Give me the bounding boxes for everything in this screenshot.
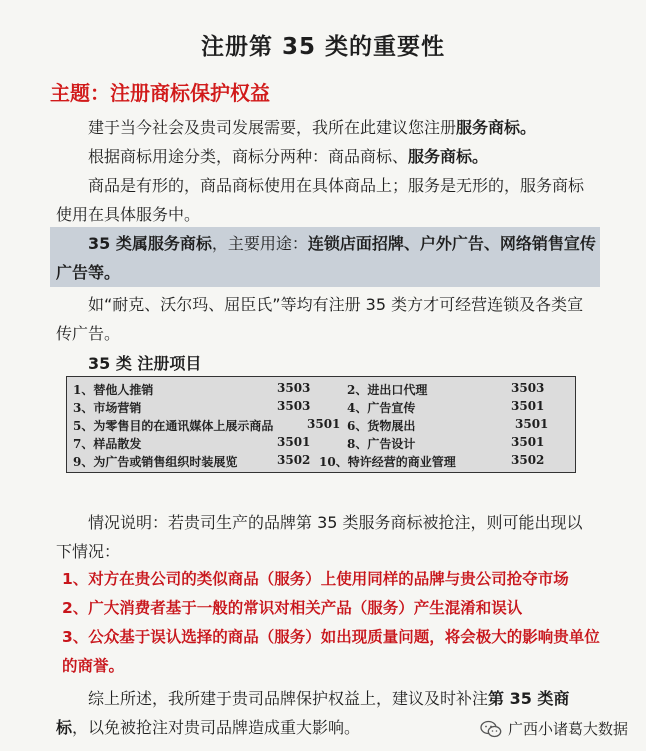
class35-bold: 35 类属服务商标 (88, 234, 212, 253)
paragraph-examples: 如“耐克、沃尔玛、屈臣氏”等均有注册 35 类方才可经营连锁及各类宣传广告。 (56, 295, 584, 343)
intro-bold: 服务商标。 (456, 118, 537, 137)
conclusion-bold: 第 35 类商标 (56, 689, 570, 737)
paragraph-class35-usage (56, 229, 596, 287)
footer-watermark (476, 716, 632, 741)
table-item-name: 1、替他人推销 (73, 383, 154, 397)
table-item-code: 3501 (511, 435, 545, 449)
table-item-code: 3502 (277, 453, 311, 467)
conclusion-text-end: ，以免被抢注对贵司品牌造成重大影响。 (72, 718, 361, 737)
class35-usage-bold: 连锁店面招牌、户外广告、网络销售宣传广告等。 (56, 234, 596, 282)
wechat-icon (480, 720, 502, 738)
table-item-code: 3503 (277, 381, 311, 395)
subject-heading: 主题：注册商标保护权益 (50, 81, 270, 105)
classification-bold: 服务商标。 (408, 147, 489, 166)
table-item-code: 3501 (277, 435, 311, 449)
paragraph-situation: 情况说明：若贵司生产的品牌第 35 类服务商标被抢注，则可能出现以下情况： (56, 513, 583, 561)
classification-text: 根据商标用途分类，商标分两种：商品商标、 (88, 147, 409, 166)
footer-label: 广西小诸葛大数据 (507, 720, 628, 738)
class35-text: ，主要用途： (211, 234, 308, 253)
table-item-name: 5、为零售目的在通讯媒体上展示商品 (73, 419, 274, 433)
table-heading: 35 类 注册项目 (88, 354, 202, 373)
paragraph-intro (56, 113, 596, 142)
consequence-item: 3、公众基于误认选择的商品（服务）如出现质量问题，将会极大的影响贵单位的商誉。 (62, 628, 600, 675)
registration-table (66, 376, 576, 473)
table-item-name: 2、进出口代理 (347, 383, 428, 397)
table-item-name: 9、为广告或销售组织时装展览 (73, 455, 238, 469)
intro-text: 建于当今社会及贵司发展需要，我所在此建议您注册 (88, 118, 457, 137)
table-item-name: 7、样品散发 (73, 437, 142, 451)
table-item-name: 6、货物展出 (347, 419, 416, 433)
table-item-code: 3501 (511, 399, 545, 413)
table-item-code: 3501 (307, 417, 341, 431)
consequence-item: 2、广大消费者基于一般的常识对相关产品（服务）产生混淆和误认 (62, 599, 523, 617)
table-item-name: 10、特许经营的商业管理 (319, 455, 456, 469)
page-title: 注册第 35 类的重要性 (200, 34, 446, 60)
table-item-code: 3502 (511, 453, 545, 467)
consequence-item: 1、对方在贵公司的类似商品（服务）上使用同样的品牌与贵公司抢夺市场 (62, 570, 569, 588)
paragraph-classification (56, 142, 596, 171)
conclusion-text: 综上所述，我所建于贵司品牌保护权益上，建议及时补注 (88, 689, 489, 708)
table-item-name: 4、广告宣传 (347, 401, 416, 415)
table-item-name: 3、市场营销 (73, 401, 142, 415)
paragraph-goods-vs-services: 商品是有形的，商品商标使用在具体商品上；服务是无形的，服务商标使用在具体服务中。 (56, 176, 585, 224)
table-item-name: 8、广告设计 (347, 437, 416, 451)
table-item-code: 3503 (511, 381, 545, 395)
table-item-code: 3501 (515, 417, 549, 431)
table-item-code: 3503 (277, 399, 311, 413)
